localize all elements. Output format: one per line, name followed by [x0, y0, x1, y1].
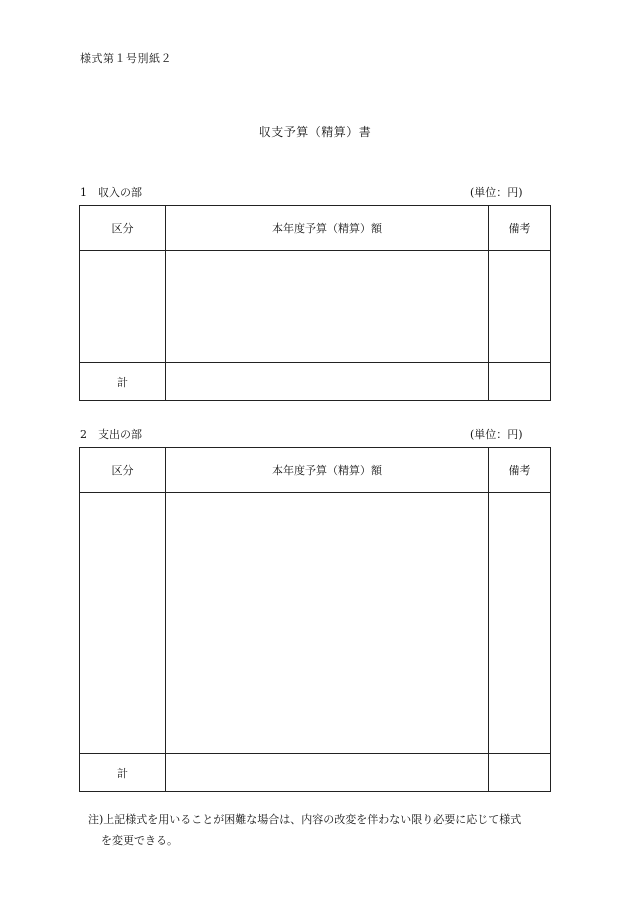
expense-amount-cell	[166, 493, 489, 754]
expense-total-amount-cell	[166, 754, 489, 792]
expense-header-row	[80, 448, 551, 493]
document-title: 収支予算（精算）書	[258, 125, 372, 139]
expense-col-remarks: 備考	[489, 448, 551, 493]
income-unit-label: (単位：円)	[470, 186, 523, 199]
expense-total-row	[80, 754, 551, 792]
income-category-cell	[80, 251, 166, 363]
expense-remarks-cell	[489, 493, 551, 754]
income-total-remarks-cell	[489, 363, 551, 401]
income-total-amount-cell	[166, 363, 489, 401]
income-section-heading: 1 収入の部	[80, 186, 142, 199]
income-table	[79, 205, 551, 401]
income-col-category: 区分	[80, 206, 166, 251]
expense-total-remarks-cell	[489, 754, 551, 792]
income-body-row	[80, 251, 551, 363]
expense-col-amount: 本年度予算（精算）額	[166, 448, 489, 493]
expense-body-row	[80, 493, 551, 754]
expense-table	[79, 447, 551, 792]
income-col-amount: 本年度予算（精算）額	[166, 206, 489, 251]
expense-total-label: 計	[80, 754, 166, 792]
expense-section-heading: 2 支出の部	[80, 428, 142, 441]
income-total-row	[80, 363, 551, 401]
income-remarks-cell	[489, 251, 551, 363]
expense-unit-label: (単位：円)	[470, 428, 523, 441]
expense-col-category: 区分	[80, 448, 166, 493]
form-number: 様式第１号別紙２	[80, 52, 172, 65]
footnote	[88, 809, 558, 851]
expense-category-cell	[80, 493, 166, 754]
footnote-line-1: 注)上記様式を用いることが困難な場合は、内容の改変を伴わない限り必要に応じて様式	[88, 813, 522, 826]
income-total-label: 計	[80, 363, 166, 401]
income-amount-cell	[166, 251, 489, 363]
income-col-remarks: 備考	[489, 206, 551, 251]
income-header-row	[80, 206, 551, 251]
footnote-line-2: を変更できる。	[101, 834, 178, 847]
